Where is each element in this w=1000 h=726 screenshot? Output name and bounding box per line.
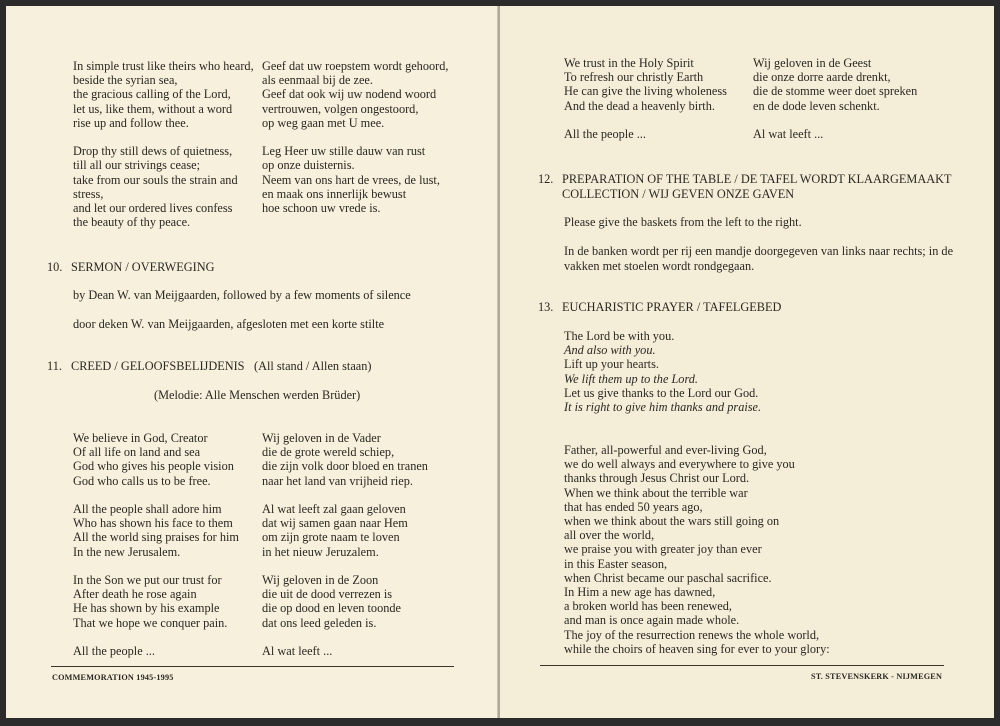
text-line: The Lord be with you. (564, 329, 675, 343)
preparation-number: 12. (538, 172, 554, 186)
eucharist-preface (564, 443, 830, 656)
text-line: In Him a new age has dawned, (564, 585, 716, 600)
text-line: die uit de dood verrezen is (262, 587, 393, 602)
text-line: stress, (73, 186, 104, 201)
text-line: All the people shall adore him (73, 502, 222, 516)
text-line: Drop thy still dews of quietness, (73, 144, 233, 159)
creed-english-column (73, 431, 239, 658)
text-line: while the choirs of heaven sing for ever to your glory: (564, 641, 830, 656)
stanza-break (73, 559, 239, 573)
text-line: When we think about the terrible war (564, 485, 748, 500)
text-line: op onze duisternis. (262, 158, 355, 173)
text-line: He has shown by his example (73, 601, 220, 616)
text-line: The joy of the resurrection renews the whole world, (564, 627, 820, 642)
text-line: we do well always and everywhere to give you (564, 457, 795, 472)
right-page (500, 6, 994, 718)
text-line: rise up and follow thee. (73, 115, 189, 130)
preparation-text-english: Please give the baskets from the left to the right. (564, 215, 802, 229)
text-line: die de stomme weer doet spreken (753, 84, 918, 99)
text-line: Al wat leeft ... (262, 644, 333, 658)
hymn-english-column (73, 59, 254, 229)
text-line: take from our souls the strain and (73, 172, 238, 187)
text-line: In the Son we put our trust for (73, 573, 222, 587)
text-line: Geef dat ook wij uw nodend woord (262, 87, 437, 102)
text-line: the beauty of thy peace. (73, 215, 191, 230)
text-line: Father, all-powerful and ever-living God, (564, 443, 767, 457)
text-line: We lift them up to the Lord. (564, 371, 699, 386)
text-line: And the dead a heavenly birth. (564, 98, 715, 113)
creed-heading (47, 359, 245, 374)
right-footer: ST. STEVENSKERK - NIJMEGEN (811, 672, 943, 681)
text-line: when Christ became our paschal sacrifice. (564, 570, 772, 585)
text-line: a broken world has been renewed, (564, 599, 732, 614)
left-footer: COMMEMORATION 1945-1995 (52, 673, 174, 682)
stanza-break (262, 130, 448, 144)
creed-number: 11. (47, 359, 62, 373)
stanza-break (73, 630, 239, 644)
text-line: In the new Jerusalem. (73, 544, 181, 559)
text-line: die onze dorre aarde drenkt, (753, 70, 891, 85)
creed-title: CREED / GELOOFSBELIJDENIS (71, 359, 245, 373)
text-line: die de grote wereld schiep, (262, 445, 395, 460)
text-line: die zijn volk door bloed en tranen (262, 459, 428, 474)
stanza-break (262, 630, 428, 644)
text-line: hoe schoon uw vrede is. (262, 201, 381, 216)
text-line: In simple trust like theirs who heard, (73, 59, 254, 73)
text-line: Al wat leeft ... (753, 127, 824, 141)
text-line: dat wij samen gaan naar Hem (262, 516, 408, 531)
preparation-title-line1: PREPARATION OF THE TABLE / DE TAFEL WORDT KLAARGEMAAKT (562, 172, 952, 186)
text-line: thanks through Jesus Christ our Lord. (564, 471, 750, 486)
text-line: Leg Heer uw stille dauw van rust (262, 144, 426, 159)
preparation-text-dutch-line2: vakken met stoelen wordt rondgegaan. (564, 259, 755, 273)
text-line: Let us give thanks to the Lord our God. (564, 385, 759, 400)
text-line: Who has shown his face to them (73, 516, 233, 531)
text-line: Neem van ons hart de vrees, de lust, (262, 172, 440, 187)
text-line: Of all life on land and sea (73, 445, 201, 460)
text-line: om zijn grote naam te loven (262, 530, 400, 545)
text-line: All the people ... (564, 127, 646, 141)
text-line: op weg gaan met U mee. (262, 115, 385, 130)
left-page (6, 6, 498, 718)
stanza-break (262, 559, 428, 573)
text-line: en de dode leven schenkt. (753, 98, 880, 113)
preparation-heading (538, 172, 952, 202)
text-line: en maak ons innerlijk bewust (262, 186, 407, 201)
text-line: All the people ... (73, 644, 155, 658)
eucharist-heading (538, 300, 781, 315)
text-line: And also with you. (564, 343, 656, 358)
text-line: dat ons leed geleden is. (262, 615, 377, 630)
text-line: We trust in the Holy Spirit (564, 56, 694, 70)
text-line: Al wat leeft zal gaan geloven (262, 502, 406, 516)
text-line: Geef dat uw roepstem wordt gehoord, (262, 59, 449, 73)
text-line: To refresh our christly Earth (564, 70, 704, 85)
sermon-line-english: by Dean W. van Meijgaarden, followed by a few moments of silence (73, 288, 411, 302)
text-line: That we hope we conquer pain. (73, 615, 228, 630)
text-line: in het nieuw Jeruzalem. (262, 544, 379, 559)
text-line: He can give the living wholeness (564, 84, 727, 99)
preparation-title-line2: COLLECTION / WIJ GEVEN ONZE GAVEN (562, 187, 795, 201)
stanza-break (564, 113, 727, 127)
eucharist-dialogue (564, 329, 761, 414)
text-line: It is right to give him thanks and praise. (564, 400, 762, 415)
text-line: when we think about the wars still going on (564, 514, 780, 529)
right-footer-rule (540, 665, 944, 666)
sermon-line-dutch: door deken W. van Meijgaarden, afgesloten met een korte stilte (73, 317, 385, 331)
left-footer-rule (51, 666, 454, 667)
sermon-title: SERMON / OVERWEGING (71, 260, 215, 274)
creed-melody: (Melodie: Alle Menschen werden Brüder) (154, 388, 361, 402)
spirit-dutch-column (753, 56, 917, 141)
text-line: in this Easter season, (564, 556, 668, 571)
text-line: beside the syrian sea, (73, 73, 178, 88)
stanza-break (262, 488, 428, 502)
text-line: the gracious calling of the Lord, (73, 87, 231, 102)
stanza-break (73, 130, 254, 144)
text-line: Wij geloven in de Zoon (262, 573, 379, 587)
eucharist-number: 13. (538, 300, 554, 314)
preparation-text-dutch-line1: In de banken wordt per rij een mandje doorgegeven van links naar rechts; in de (564, 244, 954, 258)
text-line: vertrouwen, volgen ongestoord, (262, 101, 419, 116)
text-line: all over the world, (564, 528, 655, 543)
sermon-heading (47, 260, 214, 275)
creed-dutch-column (262, 431, 428, 658)
stanza-break (73, 488, 239, 502)
text-line: and let our ordered lives confess (73, 201, 233, 216)
text-line: After death he rose again (73, 587, 197, 602)
text-line: and man is once again made whole. (564, 613, 740, 628)
text-line: Lift up your hearts. (564, 357, 659, 372)
text-line: till all our strivings cease; (73, 158, 201, 173)
text-line: Wij geloven in de Geest (753, 56, 872, 70)
spirit-english-column (564, 56, 727, 141)
text-line: Wij geloven in de Vader (262, 431, 381, 445)
text-line: All the world sing praises for him (73, 530, 239, 545)
sermon-number: 10. (47, 260, 63, 274)
stanza-break (753, 113, 917, 127)
text-line: naar het land van vrijheid riep. (262, 473, 413, 488)
text-line: als eenmaal bij de zee. (262, 73, 373, 88)
creed-stand-note: (All stand / Allen staan) (254, 359, 372, 373)
text-line: die op dood en leven toonde (262, 601, 401, 616)
text-line: God who calls us to be free. (73, 473, 211, 488)
text-line: we praise you with greater joy than ever (564, 542, 762, 557)
text-line: God who gives his people vision (73, 459, 234, 474)
text-line: We believe in God, Creator (73, 431, 208, 445)
text-line: let us, like them, without a word (73, 101, 233, 116)
text-line: that has ended 50 years ago, (564, 499, 703, 514)
preparation-text-dutch (564, 244, 953, 274)
eucharist-title: EUCHARISTIC PRAYER / TAFELGEBED (562, 300, 782, 314)
hymn-dutch-column (262, 59, 448, 215)
